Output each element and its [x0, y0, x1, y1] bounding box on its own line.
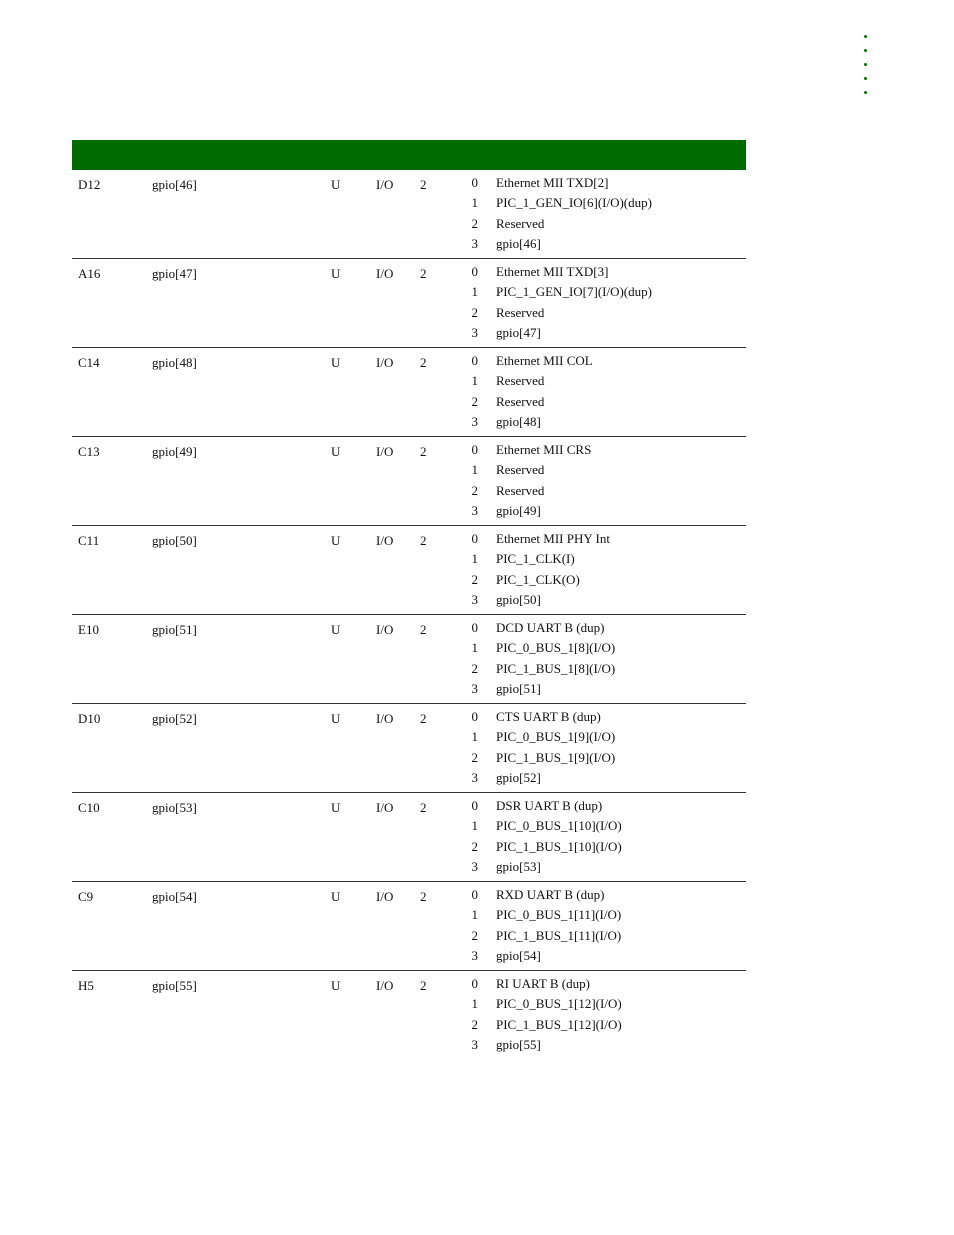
direction-cell: I/O [376, 711, 394, 726]
mux-function: gpio[49] [496, 502, 541, 518]
mux-number: 2 [471, 749, 478, 765]
mux-number: 3 [471, 502, 478, 518]
signal-cell: gpio[51] [152, 622, 197, 637]
signal-cell: gpio[54] [152, 889, 197, 904]
mux-function: Ethernet MII CRS [496, 442, 592, 457]
corner-dot [864, 77, 867, 80]
signal-cell: gpio[53] [152, 800, 197, 815]
mux-number: 3 [471, 591, 478, 607]
direction-cell: I/O [376, 978, 394, 993]
mux-number: 3 [471, 769, 478, 785]
table-row [72, 437, 746, 526]
table-row [72, 882, 746, 971]
corner-dot [864, 63, 867, 66]
pull-cell: U [331, 711, 341, 726]
mux-number: 2 [471, 927, 478, 943]
mux-function: Ethernet MII TXD[3] [496, 264, 609, 279]
mux-number: 1 [471, 818, 478, 834]
mux-number: 0 [471, 709, 478, 724]
direction-cell: I/O [376, 444, 394, 459]
pin-cell: A16 [78, 266, 101, 281]
mux-number: 1 [471, 373, 478, 389]
mux-number: 0 [471, 798, 478, 813]
mux-number: 1 [471, 551, 478, 567]
mux-function: DCD UART B (dup) [496, 620, 605, 635]
table-row [72, 704, 746, 793]
mux-function: Reserved [496, 482, 545, 498]
drive-cell: 2 [420, 533, 427, 548]
drive-cell: 2 [420, 711, 427, 726]
mux-number: 3 [471, 413, 478, 429]
pin-cell: D10 [78, 711, 101, 726]
drive-cell: 2 [420, 444, 427, 459]
signal-cell: gpio[50] [152, 533, 197, 548]
mux-number: 0 [471, 620, 478, 635]
drive-cell: 2 [420, 622, 427, 637]
mux-function: RI UART B (dup) [496, 976, 590, 991]
pin-cell: C13 [78, 444, 100, 459]
pull-cell: U [331, 177, 341, 192]
table-row [72, 526, 746, 615]
mux-function: CTS UART B (dup) [496, 709, 601, 724]
mux-function: Ethernet MII COL [496, 353, 593, 368]
direction-cell: I/O [376, 266, 394, 281]
mux-function: PIC_0_BUS_1[9](I/O) [496, 729, 616, 745]
pin-cell: D12 [78, 177, 101, 192]
corner-dot [864, 49, 867, 52]
mux-number: 1 [471, 284, 478, 300]
mux-number: 3 [471, 858, 478, 874]
pull-cell: U [331, 622, 341, 637]
mux-number: 2 [471, 215, 478, 231]
mux-number: 2 [471, 838, 478, 854]
table-row [72, 259, 746, 348]
mux-function: PIC_0_BUS_1[8](I/O) [496, 640, 616, 656]
mux-function: gpio[48] [496, 413, 541, 429]
mux-function: gpio[47] [496, 324, 541, 340]
pull-cell: U [331, 978, 341, 993]
mux-number: 2 [471, 1016, 478, 1032]
mux-function: gpio[55] [496, 1036, 541, 1052]
mux-number: 3 [471, 947, 478, 963]
mux-number: 3 [471, 1036, 478, 1052]
mux-function: gpio[50] [496, 591, 541, 607]
direction-cell: I/O [376, 622, 394, 637]
mux-number: 0 [471, 442, 478, 457]
pin-cell: H5 [78, 978, 94, 993]
mux-function: gpio[51] [496, 680, 541, 696]
mux-function: PIC_0_BUS_1[12](I/O) [496, 996, 622, 1012]
pull-cell: U [331, 444, 341, 459]
direction-cell: I/O [376, 355, 394, 370]
signal-cell: gpio[46] [152, 177, 197, 192]
pin-cell: C9 [78, 889, 94, 904]
mux-number: 1 [471, 907, 478, 923]
mux-function: Ethernet MII PHY Int [496, 531, 610, 546]
mux-number: 1 [471, 996, 478, 1012]
drive-cell: 2 [420, 266, 427, 281]
mux-function: Ethernet MII TXD[2] [496, 175, 609, 190]
signal-cell: gpio[55] [152, 978, 197, 993]
mux-function: Reserved [496, 393, 545, 409]
mux-number: 3 [471, 235, 478, 251]
mux-function: Reserved [496, 462, 545, 478]
mux-function: gpio[53] [496, 858, 541, 874]
table-row [72, 615, 746, 704]
table-body [72, 170, 746, 1059]
mux-number: 0 [471, 976, 478, 991]
mux-number: 2 [471, 571, 478, 587]
mux-number: 3 [471, 680, 478, 696]
drive-cell: 2 [420, 177, 427, 192]
direction-cell: I/O [376, 533, 394, 548]
mux-number: 0 [471, 175, 478, 190]
mux-number: 3 [471, 324, 478, 340]
pin-mux-table [72, 140, 746, 1059]
pull-cell: U [331, 889, 341, 904]
mux-number: 2 [471, 660, 478, 676]
pin-cell: C10 [78, 800, 100, 815]
mux-function: PIC_1_BUS_1[12](I/O) [496, 1016, 622, 1032]
corner-dot [864, 35, 867, 38]
mux-number: 0 [471, 353, 478, 368]
mux-function: PIC_1_CLK(O) [496, 571, 580, 587]
corner-dot [864, 91, 867, 94]
signal-cell: gpio[47] [152, 266, 197, 281]
mux-number: 1 [471, 462, 478, 478]
pin-cell: C14 [78, 355, 100, 370]
mux-number: 0 [471, 264, 478, 279]
mux-function: gpio[46] [496, 235, 541, 251]
mux-function: Reserved [496, 215, 545, 231]
table-row [72, 793, 746, 882]
table-header-bar [72, 140, 746, 170]
table-row [72, 348, 746, 437]
pin-cell: E10 [78, 622, 99, 637]
mux-function: gpio[54] [496, 947, 541, 963]
mux-function: PIC_0_BUS_1[10](I/O) [496, 818, 622, 834]
mux-function: PIC_1_GEN_IO[7](I/O)(dup) [496, 284, 652, 300]
mux-function: gpio[52] [496, 769, 541, 785]
mux-number: 2 [471, 482, 478, 498]
mux-function: RXD UART B (dup) [496, 887, 605, 902]
pull-cell: U [331, 266, 341, 281]
drive-cell: 2 [420, 800, 427, 815]
pull-cell: U [331, 533, 341, 548]
mux-function: PIC_1_BUS_1[9](I/O) [496, 749, 616, 765]
mux-number: 2 [471, 304, 478, 320]
mux-number: 2 [471, 393, 478, 409]
pull-cell: U [331, 355, 341, 370]
signal-cell: gpio[52] [152, 711, 197, 726]
direction-cell: I/O [376, 177, 394, 192]
mux-function: Reserved [496, 373, 545, 389]
page-corner-dots [864, 35, 870, 105]
table-row [72, 971, 746, 1059]
mux-function: PIC_1_BUS_1[10](I/O) [496, 838, 622, 854]
mux-function: PIC_0_BUS_1[11](I/O) [496, 907, 622, 923]
mux-number: 0 [471, 531, 478, 546]
table-row [72, 170, 746, 259]
drive-cell: 2 [420, 355, 427, 370]
mux-function: Reserved [496, 304, 545, 320]
mux-number: 1 [471, 729, 478, 745]
mux-function: PIC_1_BUS_1[8](I/O) [496, 660, 616, 676]
pull-cell: U [331, 800, 341, 815]
mux-number: 1 [471, 195, 478, 211]
mux-function: PIC_1_GEN_IO[6](I/O)(dup) [496, 195, 652, 211]
mux-function: DSR UART B (dup) [496, 798, 603, 813]
mux-number: 1 [471, 640, 478, 656]
drive-cell: 2 [420, 978, 427, 993]
mux-number: 0 [471, 887, 478, 902]
drive-cell: 2 [420, 889, 427, 904]
direction-cell: I/O [376, 889, 394, 904]
signal-cell: gpio[49] [152, 444, 197, 459]
signal-cell: gpio[48] [152, 355, 197, 370]
pin-cell: C11 [78, 533, 100, 548]
mux-function: PIC_1_BUS_1[11](I/O) [496, 927, 622, 943]
direction-cell: I/O [376, 800, 394, 815]
mux-function: PIC_1_CLK(I) [496, 551, 575, 567]
